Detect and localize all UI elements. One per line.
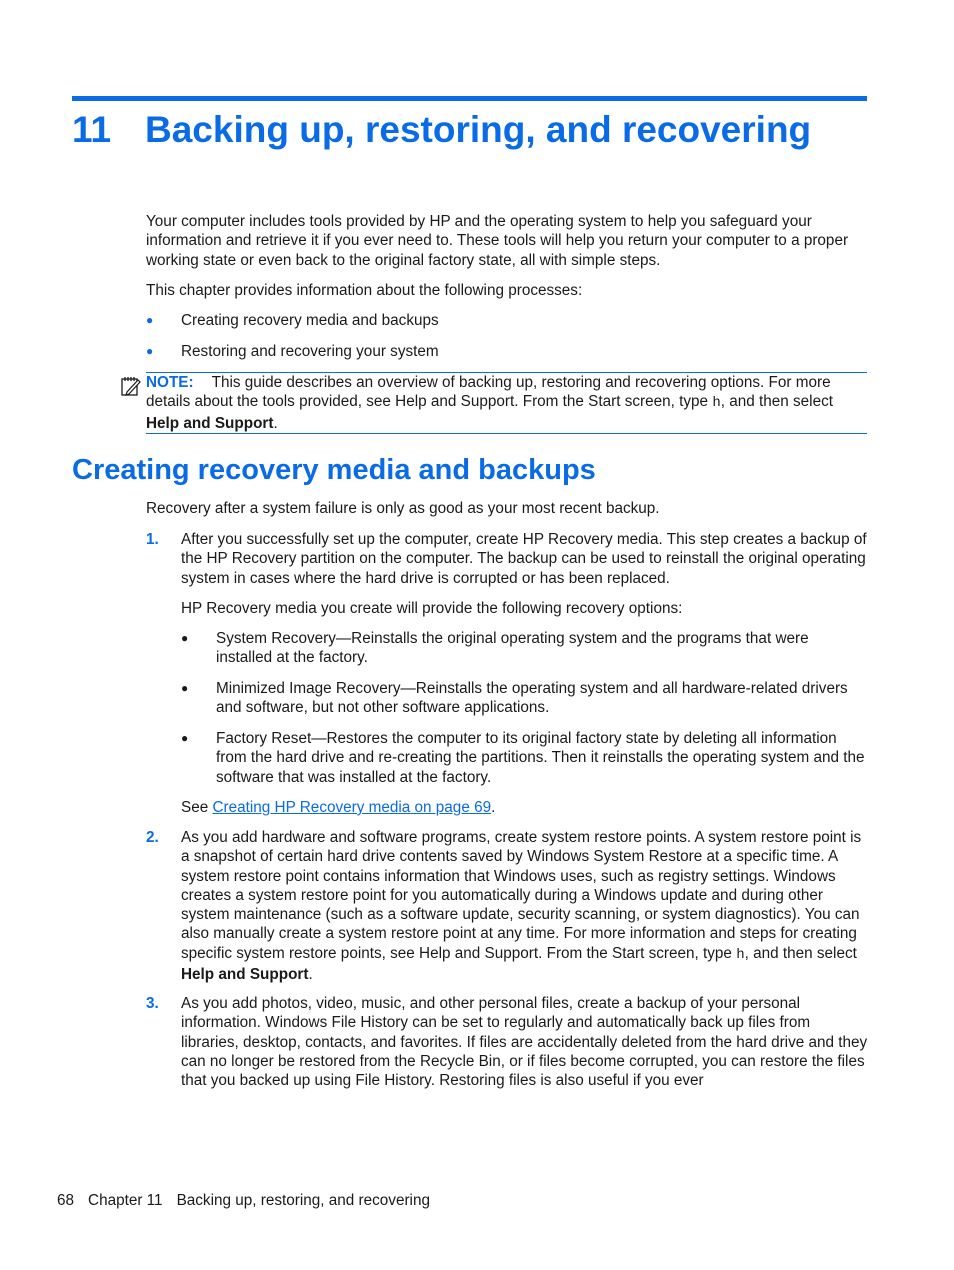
bullet-icon: ● [146,313,154,327]
bold-term: Help and Support [181,966,309,984]
step-text: After you successfully set up the computer, create HP Recovery media. This step creates a backup of the HP Recovery partition on the computer. The backup can be used to reinstall the original operating system in cases where the hard drive is corrupted or has been replaced. [181,531,867,587]
chapter-title-text: Backing up, restoring, and recovering [145,109,812,150]
step-number: 3. [146,995,159,1012]
bullet-icon: ● [181,631,189,645]
cross-reference-link[interactable]: Creating HP Recovery media on page 69 [212,799,492,816]
intro-lead: This chapter provides information about the following processes: [146,282,583,299]
bullet-icon: ● [146,344,154,358]
chapter-number: 11 [72,109,112,150]
intro-paragraph: Your computer includes tools provided by HP and the operating system to help you safeguard your information and retrieve it if you ever need to. These tools will help you return your computer to a proper working state or even back to the original factory state, all with simple steps. [146,213,849,269]
list-item-text: Factory Reset—Restores the computer to its original factory state by deleting all information from the hard drive and re-creating the partitions. Then it reinstalls the operating system and the software that was installed at the factory. [216,730,865,786]
step-sub-lead: HP Recovery media you create will provide the following recovery options: [181,600,683,617]
note-pencil-icon [120,375,142,397]
bullet-icon: ● [181,681,189,695]
list-item-text: Creating recovery media and backups [181,312,439,329]
list-item-text: Restoring and recovering your system [181,343,439,360]
step-number: 1. [146,531,159,548]
section-title: Creating recovery media and backups [72,454,596,486]
note-label: NOTE: [146,374,194,391]
step-text: As you add hardware and software programs, create system restore points. A system restore point is a snapshot of certain hard drive contents saved by Windows System Restore at a specific time. A system restore point contains information that Windows uses, such as registry settings. Windows creates a system restore point for you automatically during a Windows update and during other system maintenance (such as a software update, security scanning, or system diagnostics). You can also manually create a system restore point at any time. For more information and steps for creating specific system restore points, see Help and Support. From the Start screen, type h, and then select Help and Support. [181,829,862,984]
note-text: NOTE: This guide describes an overview of backing up, restoring and recovering options. For more details about the tools provided, see Help and Support. From the Start screen, type h, and then select Help and Support. [146,374,833,432]
note-bottom-rule [146,433,867,434]
see-also: See Creating HP Recovery media on page 69. [181,799,496,816]
bold-term: Help and Support [146,414,274,432]
step-text: As you add photos, video, music, and other personal files, create a backup of your personal information. Windows File History can be set to regularly and automatically back up files from libraries, desktop, contacts, and favorites. If files are accidentally deleted from the hard drive and they can no longer be restored from the Recycle Bin, or if files become corrupted, you can restore the files that you backed up using File History. Restoring files is also useful if you ever [181,995,868,1090]
inline-code: h [712,395,721,412]
page-number: 68 [57,1192,75,1209]
chapter-title [72,106,811,154]
section-lead: Recovery after a system failure is only as good as your most recent backup. [146,500,660,517]
step-number: 2. [146,829,159,846]
list-item-text: System Recovery—Reinstalls the original operating system and the programs that were installed at the factory. [216,630,809,667]
bullet-icon: ● [181,731,189,745]
footer-chapter: Chapter 11 [88,1192,163,1209]
footer-title: Backing up, restoring, and recovering [176,1192,430,1209]
list-item-text: Minimized Image Recovery—Reinstalls the operating system and all hardware-related drivers and software, but not other software applications. [216,680,848,717]
inline-code: h [736,946,745,963]
chapter-top-rule [72,96,867,101]
page-footer [57,1191,444,1210]
